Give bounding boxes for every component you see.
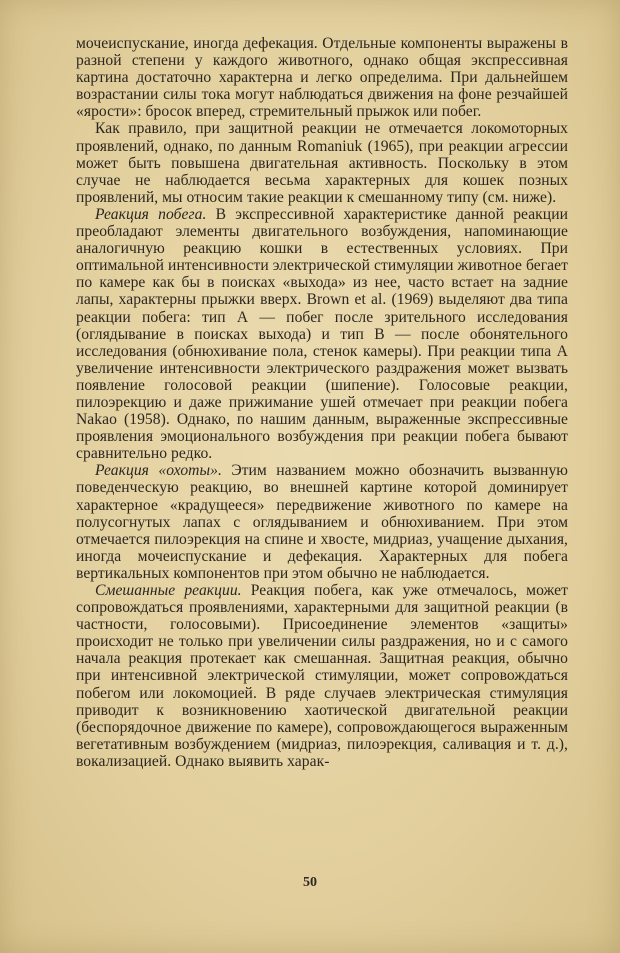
section-heading-hunting: Реакция «охоты». — [95, 462, 222, 480]
paragraph-hunting-reaction — [76, 462, 568, 582]
paragraph-text: мочеиспускание, иногда дефекация. Отдельные компоненты выражены в разной степени у каждого животного, однако общая экспрессивная картина достаточно характерна и легко определима. При дальнейшем возрастании силы тока могут наблюдаться движения на фоне резчайшей «ярости»: бросок вперед, стремительный прыжок или побег. — [76, 35, 568, 121]
paragraph-text: В экспрессивной характеристике данной реакции преобладают элементы двигательного возбуждения, напоминающие аналогичную реакцию кошки в естественных условиях. При оптимальной интенсивности электрической стимуляции животное бегает по камере как бы в поисках «выхода» из нее, часто встает на задние лапы, характерны прыжки вверх. Brown et al. (1969) выделяют два типа реакции побега: тип А — побег после зрительного исследования (оглядывание в поисках выхода) и тип В — после обонятельного исследования (обнюхивание пола, стенок камеры). При реакции типа А увеличение интенсивности электрического раздражения может вызвать появление голосовой реакции (шипение). Голосовые реакции, пилоэрекцию и даже прижимание ушей отмечает при реакции побега Nakao (1958). Однако, по нашим данным, выраженные экспрессивные проявления эмоционального возбуждения при реакции побега бывают сравнительно редко. — [76, 205, 568, 463]
section-heading-escape: Реакция побега. — [95, 205, 207, 223]
book-page-text — [76, 35, 568, 770]
paragraph-text: Реакция побега, как уже отмечалось, может сопровождаться проявлениями, характерными для защитной реакции (в частности, голосовыми). Присоединение элементов «защиты» происходит не только при увеличении силы раздражения, но и с самого начала реакция протекает как смешанная. Защитная реакция, обычно при интенсивной электрической стимуляции, может сопровождаться побегом или локомоцией. В ряде случаев электрическая стимуляция приводит к возникновению хаотической двигательной реакции (беспорядочное движение по камере), сопровождающегося выраженным вегетативным возбуждением (мидриаз, пилоэрекция, саливация и т. д.), вокализацией. Однако выявить харак- — [76, 582, 568, 770]
paragraph-text: Как правило, при защитной реакции не отмечается локомоторных проявлений, однако, по данным Romaniuk (1965), при реакции агрессии может быть повышена двигательная активность. Поскольку в этом случае не наблюдается весьма характерных для кошек позных проявлений, мы относим такие реакции к смешанному типу (см. ниже). — [76, 120, 568, 206]
page-number: 50 — [303, 875, 317, 890]
section-heading-mixed: Смешанные реакции. — [95, 582, 242, 599]
paragraph-escape-reaction — [76, 206, 568, 462]
paragraph-text: Этим названием можно обозначить вызванную поведенческую реакцию, во внешней картине которой доминирует характерное «крадущееся» передвижение животного по камере на полусогнутых лапах с оглядыванием и обнюхиванием. При этом отмечается пилоэрекция на спине и хвосте, мидриаз, учащение дыхания, иногда мочеиспускание и дефекация. Характерных для побега вертикальных компонентов при этом обычно не наблюдается. — [76, 462, 568, 582]
paragraph-mixed-reactions — [76, 582, 568, 770]
paragraph-continuation — [76, 35, 568, 120]
paragraph-defensive-reaction — [76, 120, 568, 205]
